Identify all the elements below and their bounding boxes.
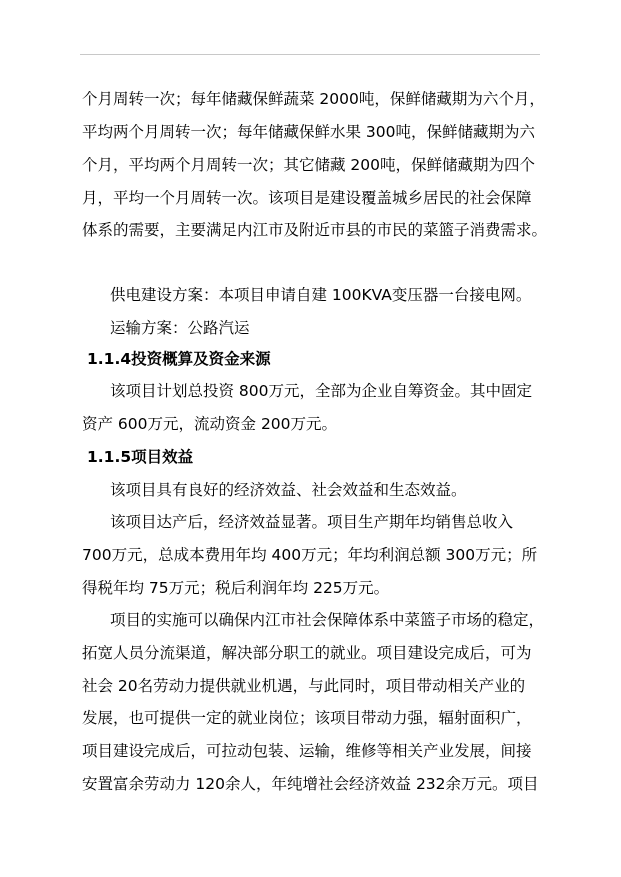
text-line: 资产 600万元，流动资金 200万元。 xyxy=(82,415,338,433)
text-line: 项目的实施可以确保内江市社会保障体系中菜篮子市场的稳定， xyxy=(110,611,545,629)
text-line: 得税年均 75万元；税后利润年均 225万元。 xyxy=(82,579,390,597)
text-line: 700万元，总成本费用年均 400万元；年均利润总额 300万元；所 xyxy=(82,546,538,564)
text-line: 该项目达产后，经济效益显著。项目生产期年均销售总收入 xyxy=(110,513,514,531)
text-line: 平均两个月周转一次；每年储藏保鲜水果 300吨，保鲜储藏期为六 xyxy=(82,123,536,141)
text-line: 拓宽人员分流渠道，解决部分职工的就业。项目建设完成后，可为 xyxy=(82,644,532,662)
text-line: 该项目计划总投资 800万元，全部为企业自筹资金。其中固定 xyxy=(110,382,533,400)
header-rule xyxy=(80,54,540,55)
text-line: 运输方案：公路汽运 xyxy=(110,319,250,337)
text-line: 该项目具有良好的经济效益、社会效益和生态效益。 xyxy=(110,481,467,499)
text-line: 社会 20名劳动力提供就业机遇，与此同时，项目带动相关产业的 xyxy=(82,677,526,695)
text-line: 安置富余劳动力 120余人，年纯增社会经济效益 232余万元。项目 xyxy=(82,775,539,793)
section-heading: 1.1.5项目效益 xyxy=(87,448,194,466)
text-line: 供电建设方案：本项目申请自建 100KVA变压器一台接电网。 xyxy=(110,286,532,304)
text-line: 个月，平均两个月周转一次；其它储藏 200吨，保鲜储藏期为四个 xyxy=(82,156,536,174)
text-line: 个月周转一次；每年储藏保鲜蔬菜 2000吨，保鲜储藏期为六个月， xyxy=(82,90,545,108)
section-heading: 1.1.4投资概算及资金来源 xyxy=(87,350,271,368)
text-line: 发展，也可提供一定的就业岗位；该项目带动力强，辐射面积广， xyxy=(82,709,532,727)
text-line: 体系的需要，主要满足内江市及附近市县的市民的菜篮子消费需求。 xyxy=(82,221,548,239)
text-line: 项目建设完成后，可拉动包装、运输，维修等相关产业发展，间接 xyxy=(82,742,532,760)
text-line: 月，平均一个月周转一次。该项目是建设覆盖城乡居民的社会保障 xyxy=(82,189,532,207)
